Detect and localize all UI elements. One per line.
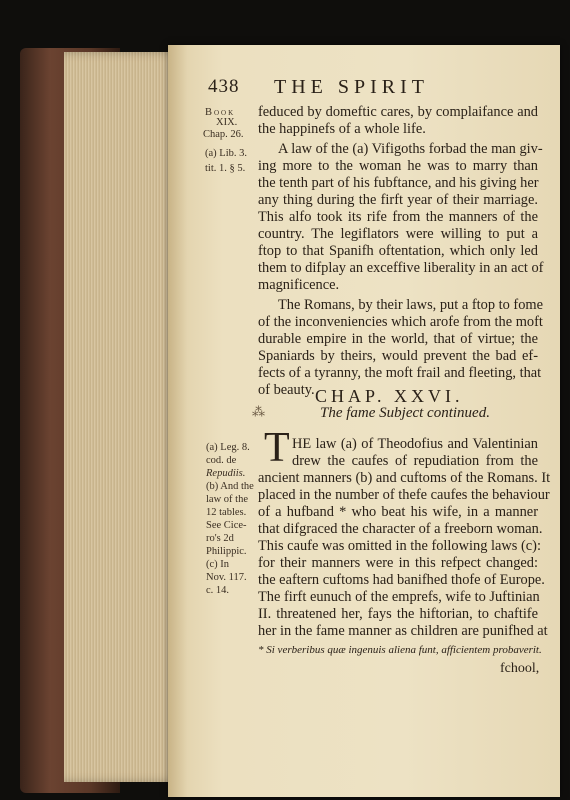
margin-note-a-cont: tit. 1. § 5.: [205, 163, 246, 174]
margin-book: Book: [205, 107, 236, 118]
margin-note-a: (a) Lib. 3.: [205, 148, 247, 159]
body-line: magnificence.: [258, 277, 340, 293]
margin-note-26b-cont2: 12 tables.: [206, 507, 247, 518]
running-head: THE SPIRIT: [274, 76, 429, 98]
body-line: ing more to the woman he was to marry than: [258, 158, 538, 174]
body-line: that difgraced the character of a freeborn woman.: [258, 521, 543, 537]
chapter-subtitle: The fame Subject continued.: [320, 405, 490, 421]
body-line: placed in the number of thefe caufes the behaviour: [258, 487, 550, 503]
margin-note-26a-cont: cod. de: [206, 455, 237, 466]
margin-note-26c: (c) In: [206, 559, 230, 570]
body-line: ancient manners (b) and cuftoms of the Romans. It: [258, 470, 551, 486]
page-number: 438: [208, 76, 240, 97]
body-line: This alfo took its rife from the manners of the: [258, 209, 538, 225]
body-line: country. The legiflators were willing to put a: [258, 226, 538, 242]
body-line: them to difplay an exceffive liberality in an act of: [258, 260, 544, 276]
margin-note-26a-cont2: Repudiis.: [206, 468, 246, 479]
margin-note-26b-cont4: ro's 2d: [206, 533, 234, 544]
body-line: II. threatened her, fays the hiftorian, to chaftife: [258, 606, 538, 622]
chapter-heading: CHAP. XXVI.: [315, 386, 464, 406]
margin-note-26c-cont: Nov. 117.: [206, 572, 247, 583]
body-line: fects of a tyranny, the moft frail and fleeting, that: [258, 365, 542, 381]
ornament-mark: ⁂: [252, 404, 265, 419]
margin-note-26b: (b) And the: [206, 481, 254, 492]
body-line: drew the caufes of repudiation from the: [292, 453, 538, 469]
body-line: Spaniards by theirs, would prevent the bad ef-: [258, 348, 538, 364]
margin-chapter: Chap. 26.: [203, 129, 244, 140]
body-line: of a hufband * who beat his wife, in a manner: [258, 504, 538, 520]
body-line: The Romans, by their laws, put a ftop to fome: [278, 297, 543, 313]
margin-note-26c-cont2: c. 14.: [206, 585, 230, 596]
body-line: her in the fame manner as children are punifhed at: [258, 623, 548, 639]
page-edges-stack: [64, 52, 184, 782]
catchword: fchool,: [500, 661, 540, 676]
margin-note-26b-cont5: Philippic.: [206, 546, 247, 557]
margin-note-26b-cont3: See Cice-: [206, 520, 247, 531]
body-line: the happinefs of a whole life.: [258, 121, 426, 137]
body-line: The firft eunuch of the emprefs, wife to Juftinian: [258, 589, 540, 605]
body-line: A law of the (a) Vifigoths forbad the man giv-: [278, 141, 543, 157]
body-line: for their manners were in this refpect changed:: [258, 555, 538, 571]
margin-note-26a: (a) Leg. 8.: [206, 442, 250, 453]
body-line: any thing during the firft year of their marriage.: [258, 192, 538, 208]
body-line: This caufe was omitted in the following laws (c):: [258, 538, 541, 554]
body-line: ftop to that Spanifh oftentation, which only led: [258, 243, 538, 259]
body-line: durable empire in the world, that of virtue; the: [258, 331, 538, 347]
margin-note-26b-cont: law of the: [206, 494, 248, 505]
body-line: the eaftern cuftoms had banifhed thofe of Europe.: [258, 572, 545, 588]
body-line: of the inconveniencies which arofe from the moft: [258, 314, 543, 330]
margin-book-number: XIX.: [216, 117, 238, 128]
body-line: HE law (a) of Theodofius and Valentinian: [292, 436, 538, 452]
footnote: * Si verberibus quæ ingenuis aliena funt, afficientem probaverit.: [258, 644, 542, 656]
drop-cap: T: [264, 425, 290, 471]
body-line: of beauty.: [258, 382, 315, 398]
body-line: feduced by domeftic cares, by complaifance and: [258, 104, 538, 120]
body-line: the tenth part of his fubftance, and his giving her: [258, 175, 539, 191]
